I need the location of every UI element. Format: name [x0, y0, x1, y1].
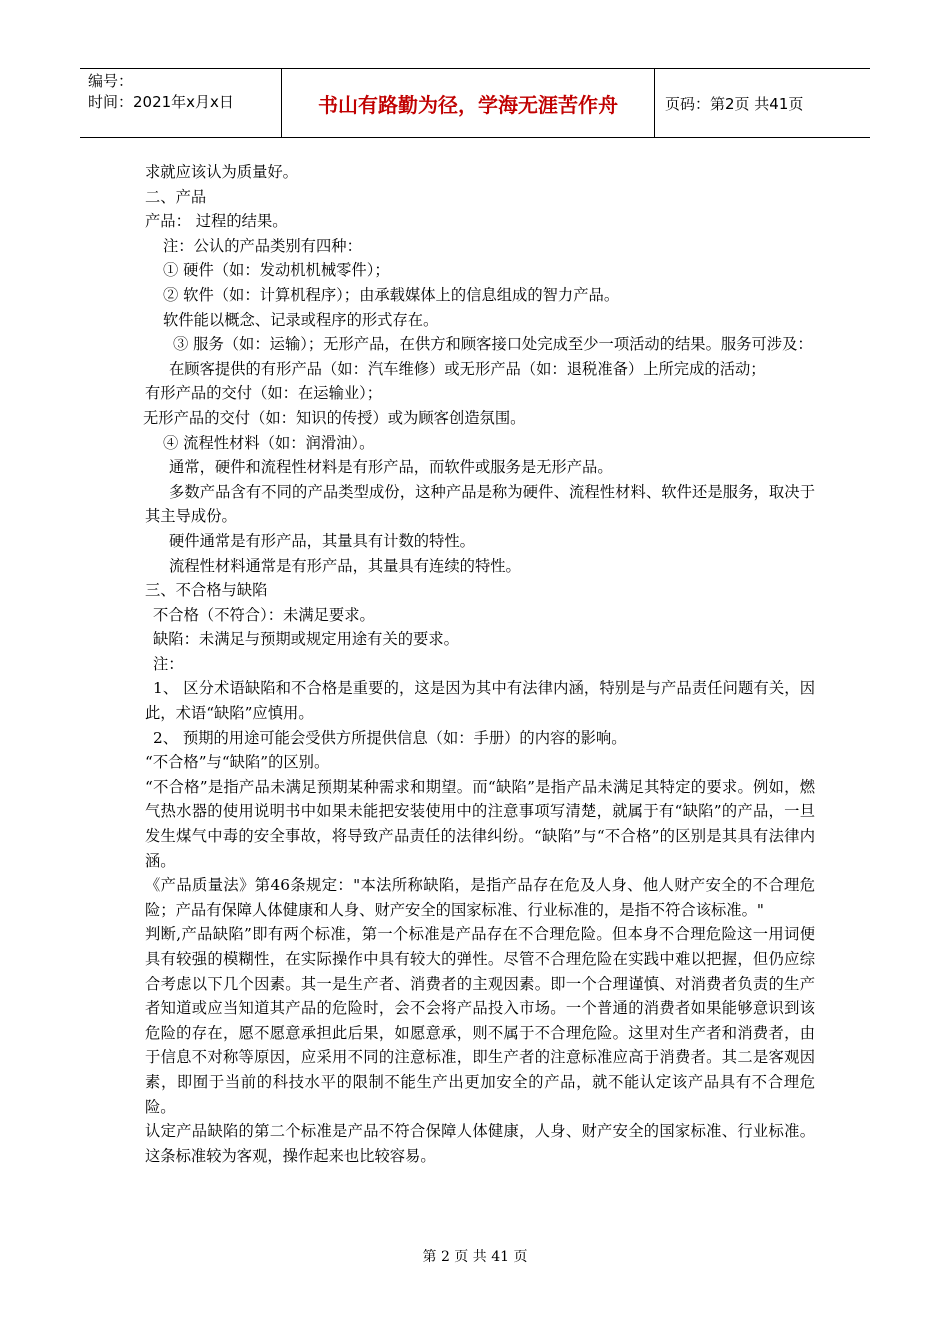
paragraph: “不合格”是指产品未满足预期某种需求和期望。而“缺陷”是指产品未满足其特定的要求。例如，燃气热水器的使用说明书中如果未能把安装使用中的注意事项写清楚，就属于有“缺陷”的产品，一旦发生煤气中毒的安全事故，将导致产品责任的法律纠纷。“缺陷”与“不合格”的区别是其具有法律内涵。: [145, 777, 815, 870]
paragraph: 《产品质量法》第46条规定："本法所称缺陷，是指产品存在危及人身、他人财产安全的不合理危险；产品有保障人体健康和人身、财产安全的国家标准、行业标准的，是指不符合该标准。": [145, 876, 815, 919]
text-line: 产品： 过程的结果。: [145, 212, 288, 231]
note-item: 2、 预期的用途可能会受供方所提供信息（如：手册）的内容的影响。: [153, 728, 627, 747]
definition-line: 缺陷：未满足与预期或规定用途有关的要求。: [153, 630, 459, 649]
page-header: [80, 68, 870, 138]
list-item: ② 软件（如：计算机程序）；由承载媒体上的信息组成的智力产品。: [163, 285, 620, 304]
text-line: 流程性材料通常是有形产品，其量具有连续的特性。: [169, 556, 521, 575]
list-item: ① 硬件（如：发动机机械零件）；: [163, 261, 390, 280]
text-line: “不合格”与“缺陷”的区别。: [145, 753, 330, 772]
header-meta: [80, 69, 282, 137]
list-item: ③ 服务（如：运输）；无形产品，在供方和顾客接口处完成至少一项活动的结果。服务可涉及：: [173, 335, 813, 354]
paragraph: 认定产品缺陷的第二个标准是产品不符合保障人体健康，人身、财产安全的国家标准、行业标准。这条标准较为客观，操作起来也比较容易。: [145, 1122, 815, 1165]
text-line: 硬件通常是有形产品，其量具有计数的特性。: [169, 531, 475, 550]
text-line: 通常，硬件和流程性材料是有形产品，而软件或服务是无形产品。: [169, 458, 613, 477]
text-line: 软件能以概念、记录或程序的形式存在。: [163, 310, 439, 329]
note-item: 1、 区分术语缺陷和不合格是重要的，这是因为其中有法律内涵，特别是与产品责任问题有关，因此，术语“缺陷”应慎用。: [145, 679, 815, 723]
note-line: 注：: [153, 654, 184, 673]
text-line: 无形产品的交付（如：知识的传授）或为顾客创造氛围。: [143, 408, 526, 427]
note-line: 注：公认的产品类别有四种：: [163, 236, 362, 255]
doc-date: 时间：2021年x月x日: [88, 93, 234, 111]
text-line: 有形产品的交付（如：在运输业）；: [145, 384, 383, 403]
header-page-info: 页码：第2页 共41页: [665, 94, 804, 113]
text-line: 求就应该认为质量好。: [145, 163, 298, 181]
list-item: ④ 流程性材料（如：润滑油）。: [163, 433, 375, 452]
doc-number-label: 编号：: [88, 72, 134, 90]
page-footer: 第 2 页 共 41 页: [422, 1249, 528, 1265]
definition-line: 不合格（不符合）：未满足要求。: [153, 605, 375, 624]
section-heading: 三、不合格与缺陷: [145, 581, 268, 600]
document-body: [145, 160, 815, 1168]
paragraph: 多数产品含有不同的产品类型成份，这种产品是称为硬件、流程性材料、软件还是服务，取决于其主导成份。: [145, 482, 815, 526]
paragraph: 判断,产品缺陷”即有两个标准，第一个标准是产品存在不合理危险。但本身不合理危险这一用词便具有较强的模糊性，在实际操作中具有较大的弹性。尽管不合理危险在实践中难以把握，但仍应综合考虑以下几个因素。其一是生产者、消费者的主观因素。即一个合理谨慎、对消费者负责的生产者知道或应当知道其产品的危险时，会不会将产品投入市场。一个普通的消费者如果能够意识到该危险的存在，愿不愿意承担此后果，如愿意承，则不属于不合理危险。这里对生产者和消费者，由于信息不对称等原因，应采用不同的注意标准，即生产者的注意标准应高于消费者。其二是客观因素，即囿于当前的科技水平的限制不能生产出更加安全的产品，就不能认定该产品具有不合理危险。: [145, 925, 815, 1116]
text-line: 在顾客提供的有形产品（如：汽车维修）或无形产品（如：退税准备）上所完成的活动；: [169, 359, 766, 378]
section-heading: 二、产品: [145, 187, 207, 206]
header-motto: 书山有路勤为径，学海无涯苦作舟: [282, 69, 655, 137]
